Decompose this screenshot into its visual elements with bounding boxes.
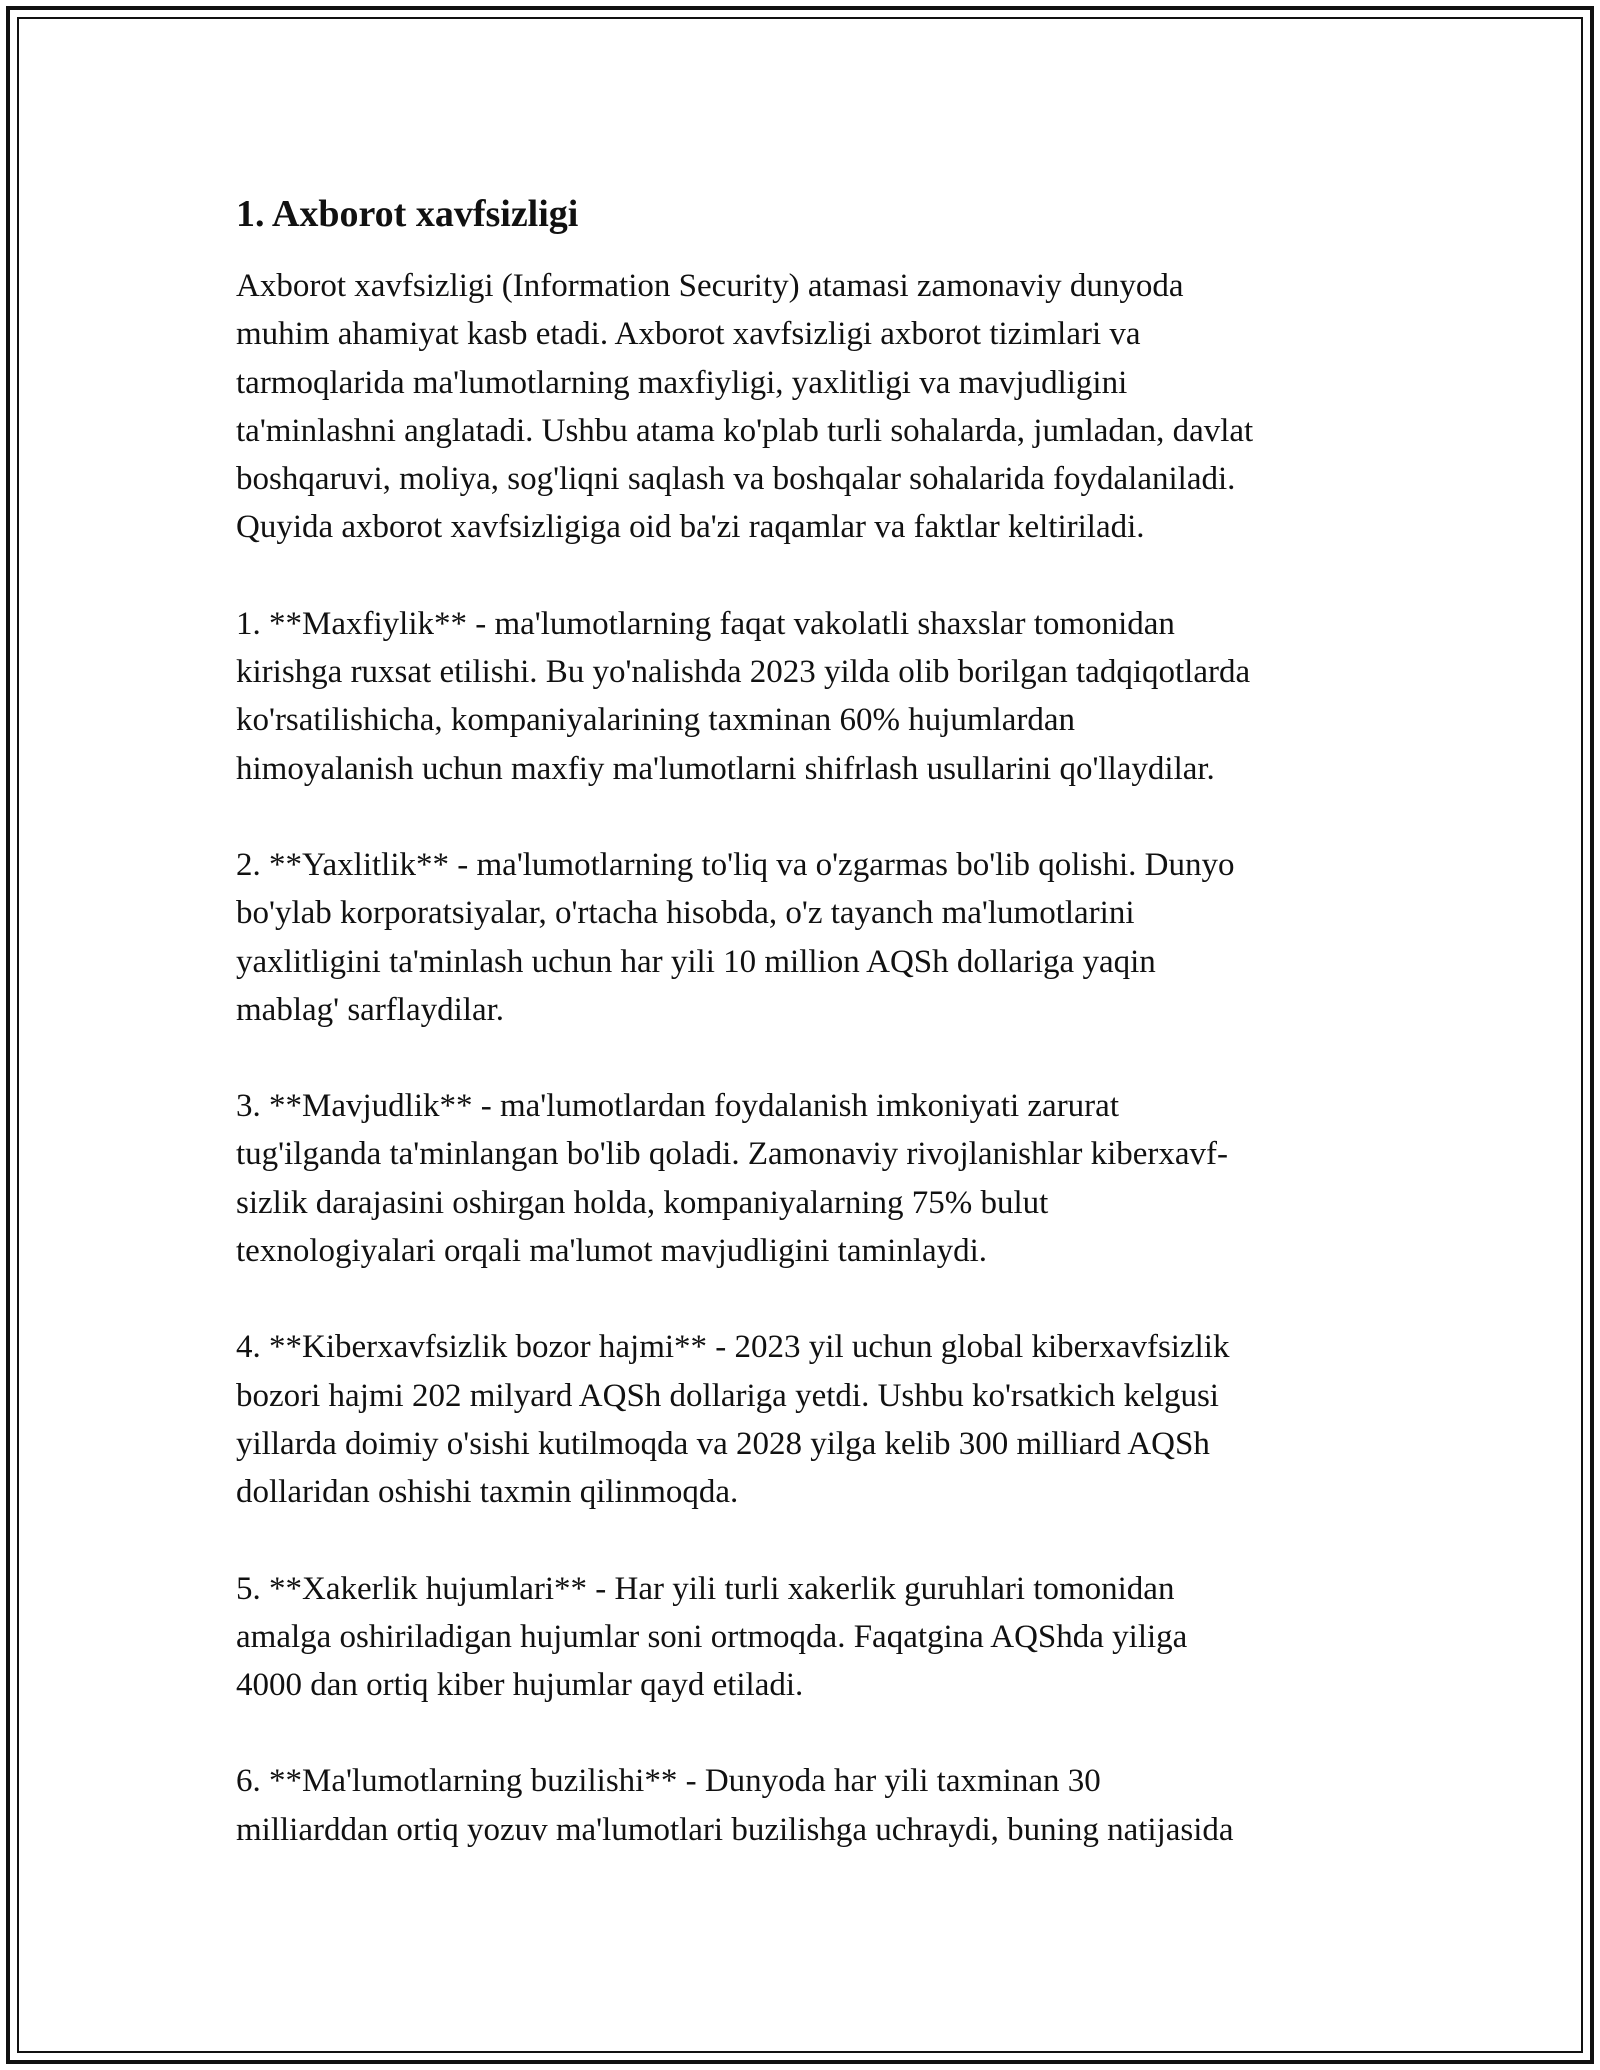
list-item-market-size: 4. **Kiberxavfsizlik bozor hajmi** - 2023 yil uchun global kiberxavfsizlik bozori hajmi 202 milyard AQSh dollariga yetdi. Ushbu ko'rsatkich kelgusi yillarda doimiy o'sishi kutilmoqda va 2028 yilga kelib 300 milliard AQSh dollaridan oshishi taxmin qilinmoqda. — [236, 1329, 1230, 1511]
list-item-data-breaches: 6. **Ma'lumotlarning buzilishi** - Dunyoda har yili taxminan 30 milliarddan ortiq yozuv ma'lumotlari buzilishga uchraydi, buning natijasida — [236, 1763, 1234, 1848]
list-item-integrity: 2. **Yaxlitlik** - ma'lumotlarning to'liq va o'zgarmas bo'lib qolishi. Dunyo bo'ylab korporatsiyalar, o'rtacha hisobda, o'z tayanch ma'lumotlarini yaxlitligini ta'minlash uchun har yili 10 million AQSh dollariga yaqin mablag' sarflaydilar. — [236, 846, 1235, 1028]
document-body — [236, 188, 1386, 1902]
list-item-hacker-attacks: 5. **Xakerlik hujumlari** - Har yili turli xakerlik guruhlari tomonidan amalga oshiriladigan hujumlar soni ortmoqda. Faqatgina AQShda yiliga 4000 dan ortiq kiber hujumlar qayd etiladi. — [236, 1570, 1188, 1704]
list-item-availability: 3. **Mavjudlik** - ma'lumotlardan foydalanish imkoniyati zarurat tug'ilganda ta'minlangan bo'lib qoladi. Zamonaviy rivojlanishlar kiberxavf- sizlik darajasini oshirgan holda, kompaniyalarning 75% bulut texnologiyalari orqali ma'lumot mavjudligini taminlaydi. — [236, 1088, 1228, 1270]
intro-paragraph: Axborot xavfsizligi (Information Security) atamasi zamonaviy dunyoda muhim ahamiyat kasb etadi. Axborot xavfsizligi axborot tizimlari va tarmoqlarida ma'lumotlarning maxfiyligi, yaxlitligi va mavjudligini ta'minlashni anglatadi. Ushbu atama ko'plab turli sohalarda, jumladan, davlat boshqaruvi, moliya, sog'liqni saqlash va boshqalar sohalarida foydalaniladi. Quyida axborot xavfsizligiga oid ba'zi raqamlar va faktlar keltiriladi. — [236, 268, 1254, 546]
list-item-confidentiality: 1. **Maxfiylik** - ma'lumotlarning faqat vakolatli shaxslar tomonidan kirishga ruxsat etilishi. Bu yo'nalishda 2023 yilda olib borilgan tadqiqotlarda ko'rsatilishicha, kompaniyalarining taxminan 60% hujumlardan himoyalanish uchun maxfiy ma'lumotlarni shifrlash usullarini qo'llaydilar. — [236, 605, 1251, 787]
section-heading: 1. Axborot xavfsizligi — [236, 193, 579, 235]
